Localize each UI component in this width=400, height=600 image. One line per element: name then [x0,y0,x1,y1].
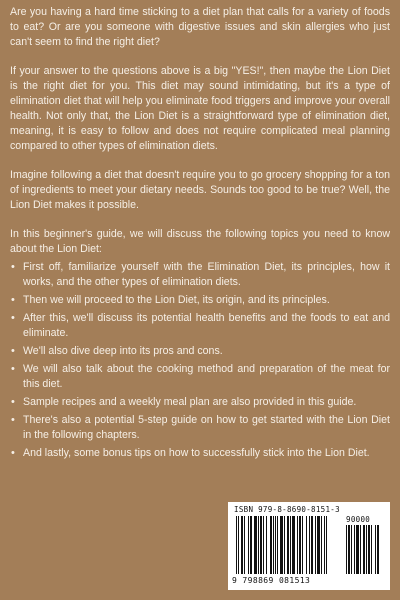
barcode-bar [248,516,249,574]
barcode-bar [317,516,320,574]
barcode-bar [270,516,272,574]
barcode-bars [236,516,340,574]
barcode-bar [299,516,301,574]
barcode-bar [238,516,239,574]
topic-item: • We will also talk about the cooking method and preparation of the meat for this diet. [10,362,390,392]
barcode-bar [254,516,257,574]
barcode-bar [292,516,295,574]
barcode-bar [250,516,252,574]
barcode-addon-bars [346,525,382,574]
isbn-barcode [228,502,390,590]
topic-item: • After this, we'll discuss its potential health benefits and the foods to eat and eliminate. [10,311,390,341]
barcode-bar [309,516,310,574]
isbn-label: ISBN 979-8-8690-8151-3 [234,505,340,514]
barcode-bar [244,516,245,574]
intro-paragraph: Are you having a hard time sticking to a diet plan that calls for a variety of foods to eat? Or are you someone with digestive issues and skin allergies who just can't seem to find the right diet? [10,6,390,48]
barcode-bar [324,516,325,574]
barcode-bar [236,516,237,574]
topic-item: • There's also a potential 5-step guide on how to get started with the Lion Diet in the following chapters. [10,413,390,443]
barcode-bar [356,525,359,574]
barcode-bar [280,516,283,574]
barcode-bar [351,525,352,574]
barcode-bar [363,525,365,574]
topic-item: • Then we will proceed to the Lion Diet, its origin, and its principles. [10,293,390,308]
barcode-bar [366,525,367,574]
barcode-bar [277,516,278,574]
barcode-bar [368,525,370,574]
barcode-bar [263,516,264,574]
topic-item: • And lastly, some bonus tips on how to successfully stick into the Lion Diet. [10,446,390,461]
barcode-bar [348,525,350,574]
topic-item: • First off, familiarize yourself with the Elimination Diet, its principles, how it works, and the other types of elimination diets. [10,260,390,290]
barcode-bar [346,525,347,574]
barcode-bar [284,516,285,574]
barcode-bar [297,516,298,574]
barcode-bar [258,516,259,574]
barcode-bar [273,516,274,574]
barcode-bar [260,516,262,574]
barcode-bar [360,525,361,574]
barcode-bar [315,516,316,574]
price-code: 90000 [346,515,371,524]
barcode-bar [275,516,276,574]
barcode-bar [375,525,376,574]
topics-list [10,260,390,461]
barcode-bar [354,525,355,574]
topic-item: • We'll also dive deep into its pros and cons. [10,344,390,359]
barcode-bar [306,516,307,574]
barcode-bar [266,516,267,574]
barcode-bar [241,516,243,574]
barcode-bar [287,516,289,574]
barcode-bar [326,516,327,574]
back-cover-text [10,5,390,464]
barcode-bar [321,516,322,574]
barcode-bar [371,525,372,574]
barcode-bar [311,516,313,574]
barcode-bar [290,516,291,574]
barcode-bar [302,516,303,574]
topic-item: • Sample recipes and a weekly meal plan are also provided in this guide. [10,395,390,410]
imagine-paragraph: Imagine following a diet that doesn't require you to go grocery shopping for a ton of ingredients to meet your dietary needs. Sounds too good to be true? Well, the Lion Diet makes it possible. [10,169,390,211]
barcode-bar [377,525,379,574]
guide-intro-paragraph: In this beginner's guide, we will discuss the following topics you need to know about the Lion Diet: [10,228,390,255]
ean-digits: 9 798869 081513 [232,576,311,585]
lion-diet-paragraph: If your answer to the questions above is a big "YES!", then maybe the Lion Diet is the right diet for you. This diet may sound intimidating, but it's a type of elimination diet that will help you eliminate food triggers and improve your overall health. Not only that, the Lion Diet is a straightforward type of elimination diet, meaning, it is easy to follow and does not require complicated meal planning compared to other types of elimination diets. [10,65,390,152]
